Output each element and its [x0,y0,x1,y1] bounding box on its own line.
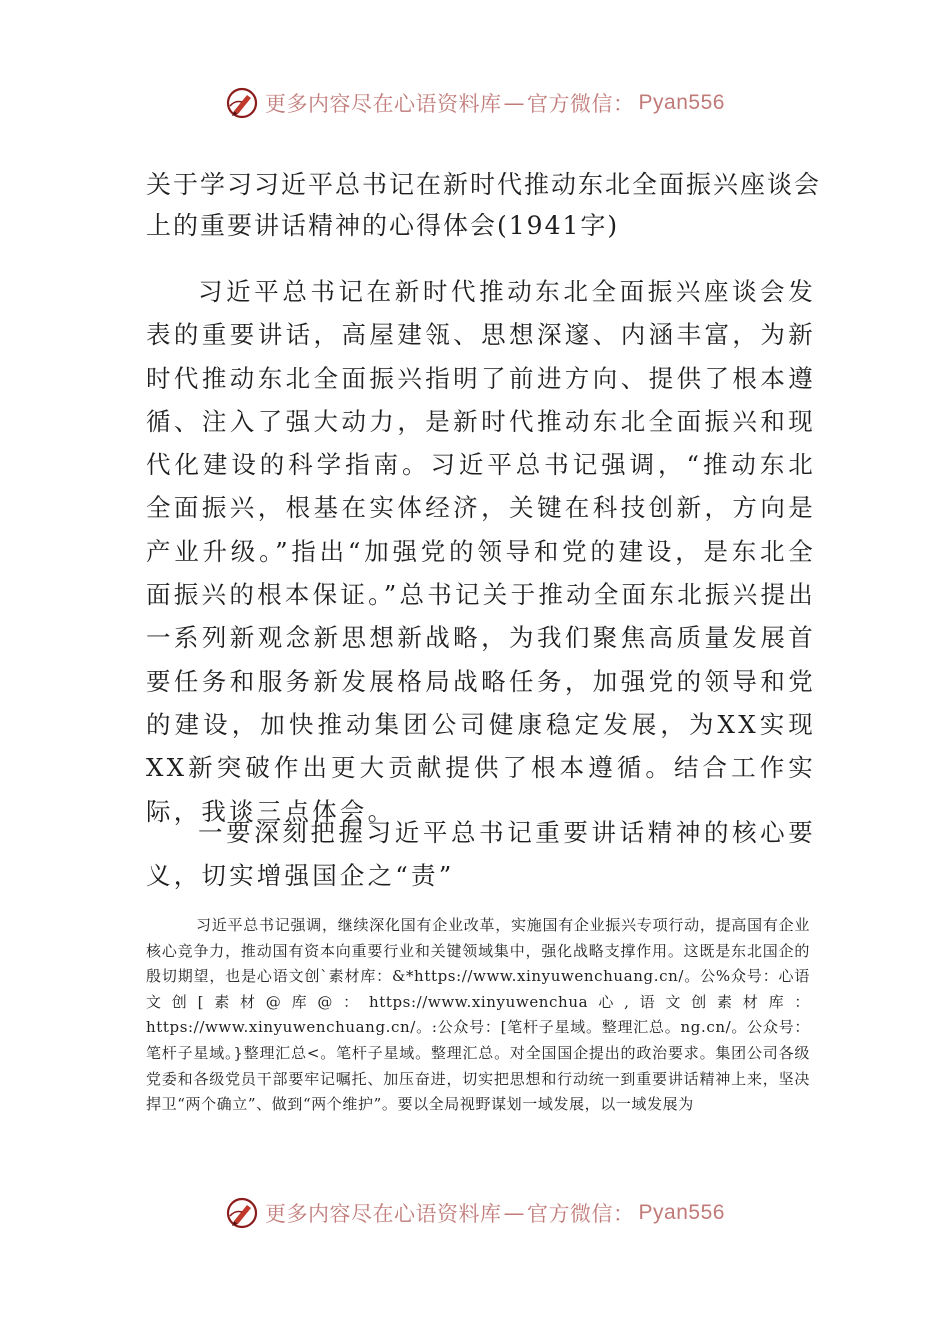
section-heading-one: 一要深刻把握习近平总书记重要讲话精神的核心要义，切实增强国企之“责” [146,818,816,891]
banner-wechat-id: Pyan556 [638,91,725,114]
body-paragraph-intro: 习近平总书记在新时代推动东北全面振兴座谈会发表的重要讲话，高屋建瓴、思想深邃、内涵丰富，为新时代推动东北全面振兴指明了前进方向、提供了根本遵循、注入了强大动力，是新时代推动东北全面振兴和现代化建设的科学指南。习近平总书记强调，“推动东北全面振兴，根基在实体经济，关键在科技创新，方向是产业升级。”指出“加强党的领导和党的建设，是东北全面振兴的根本保证。”总书记关于推动全面东北振兴提出一系列新观念新思想新战略，为我们聚焦高质量发展首要任务和服务新发展格局战略任务，加强党的领导和党的建设，加快推动集团公司健康稳定发展，为XX实现XX新突破作出更大贡献提供了根本遵循。结合工作实际，我谈三点体会。 [146,277,816,826]
banner-wechat-label: 官方微信： [527,92,635,116]
banner-site-text: 更多内容尽在心语资料库 [265,92,502,116]
header-watermark-banner [0,81,950,125]
footer-watermark-banner [0,1191,950,1235]
banner-wechat-id: Pyan556 [638,1201,725,1224]
banner-dash: — [503,1201,526,1225]
pen-logo-icon [225,86,259,120]
banner-wechat-label: 官方微信： [527,1202,635,1226]
banner-dash: — [503,91,526,115]
document-title: 关于学习习近平总书记在新时代推动东北全面振兴座谈会上的重要讲话精神的心得体会(1941字) [146,170,822,240]
banner-site-text: 更多内容尽在心语资料库 [265,1202,502,1226]
pen-logo-icon [225,1196,259,1230]
body-paragraph-small: 习近平总书记强调，继续深化国有企业改革，实施国有企业振兴专项行动，提高国有企业核心竞争力，推动国有资本向重要行业和关键领域集中，强化战略支撑作用。这既是东北国企的殷切期望，也是心语文创`素材库：&*https://www.xinyuwenchuang.cn/。公%众号：心语文创[素材@库@：https://www.xinyuwenchua心,语文创素材库：https://www.xinyuwenchuang.cn/。:公众号：[笔杆子星域。整理汇总。ng.cn/。公众号：笔杆子星域。}整理汇总<。笔杆子星域。整理汇总。对全国国企提出的政治要求。集团公司各级党委和各级党员干部要牢记嘱托、加压奋进，切实把思想和行动统一到重要讲话精神上来，坚决捍卫“两个确立”、做到“两个维护”。要以全局视野谋划一域发展，以一域发展为 [146,916,810,1114]
